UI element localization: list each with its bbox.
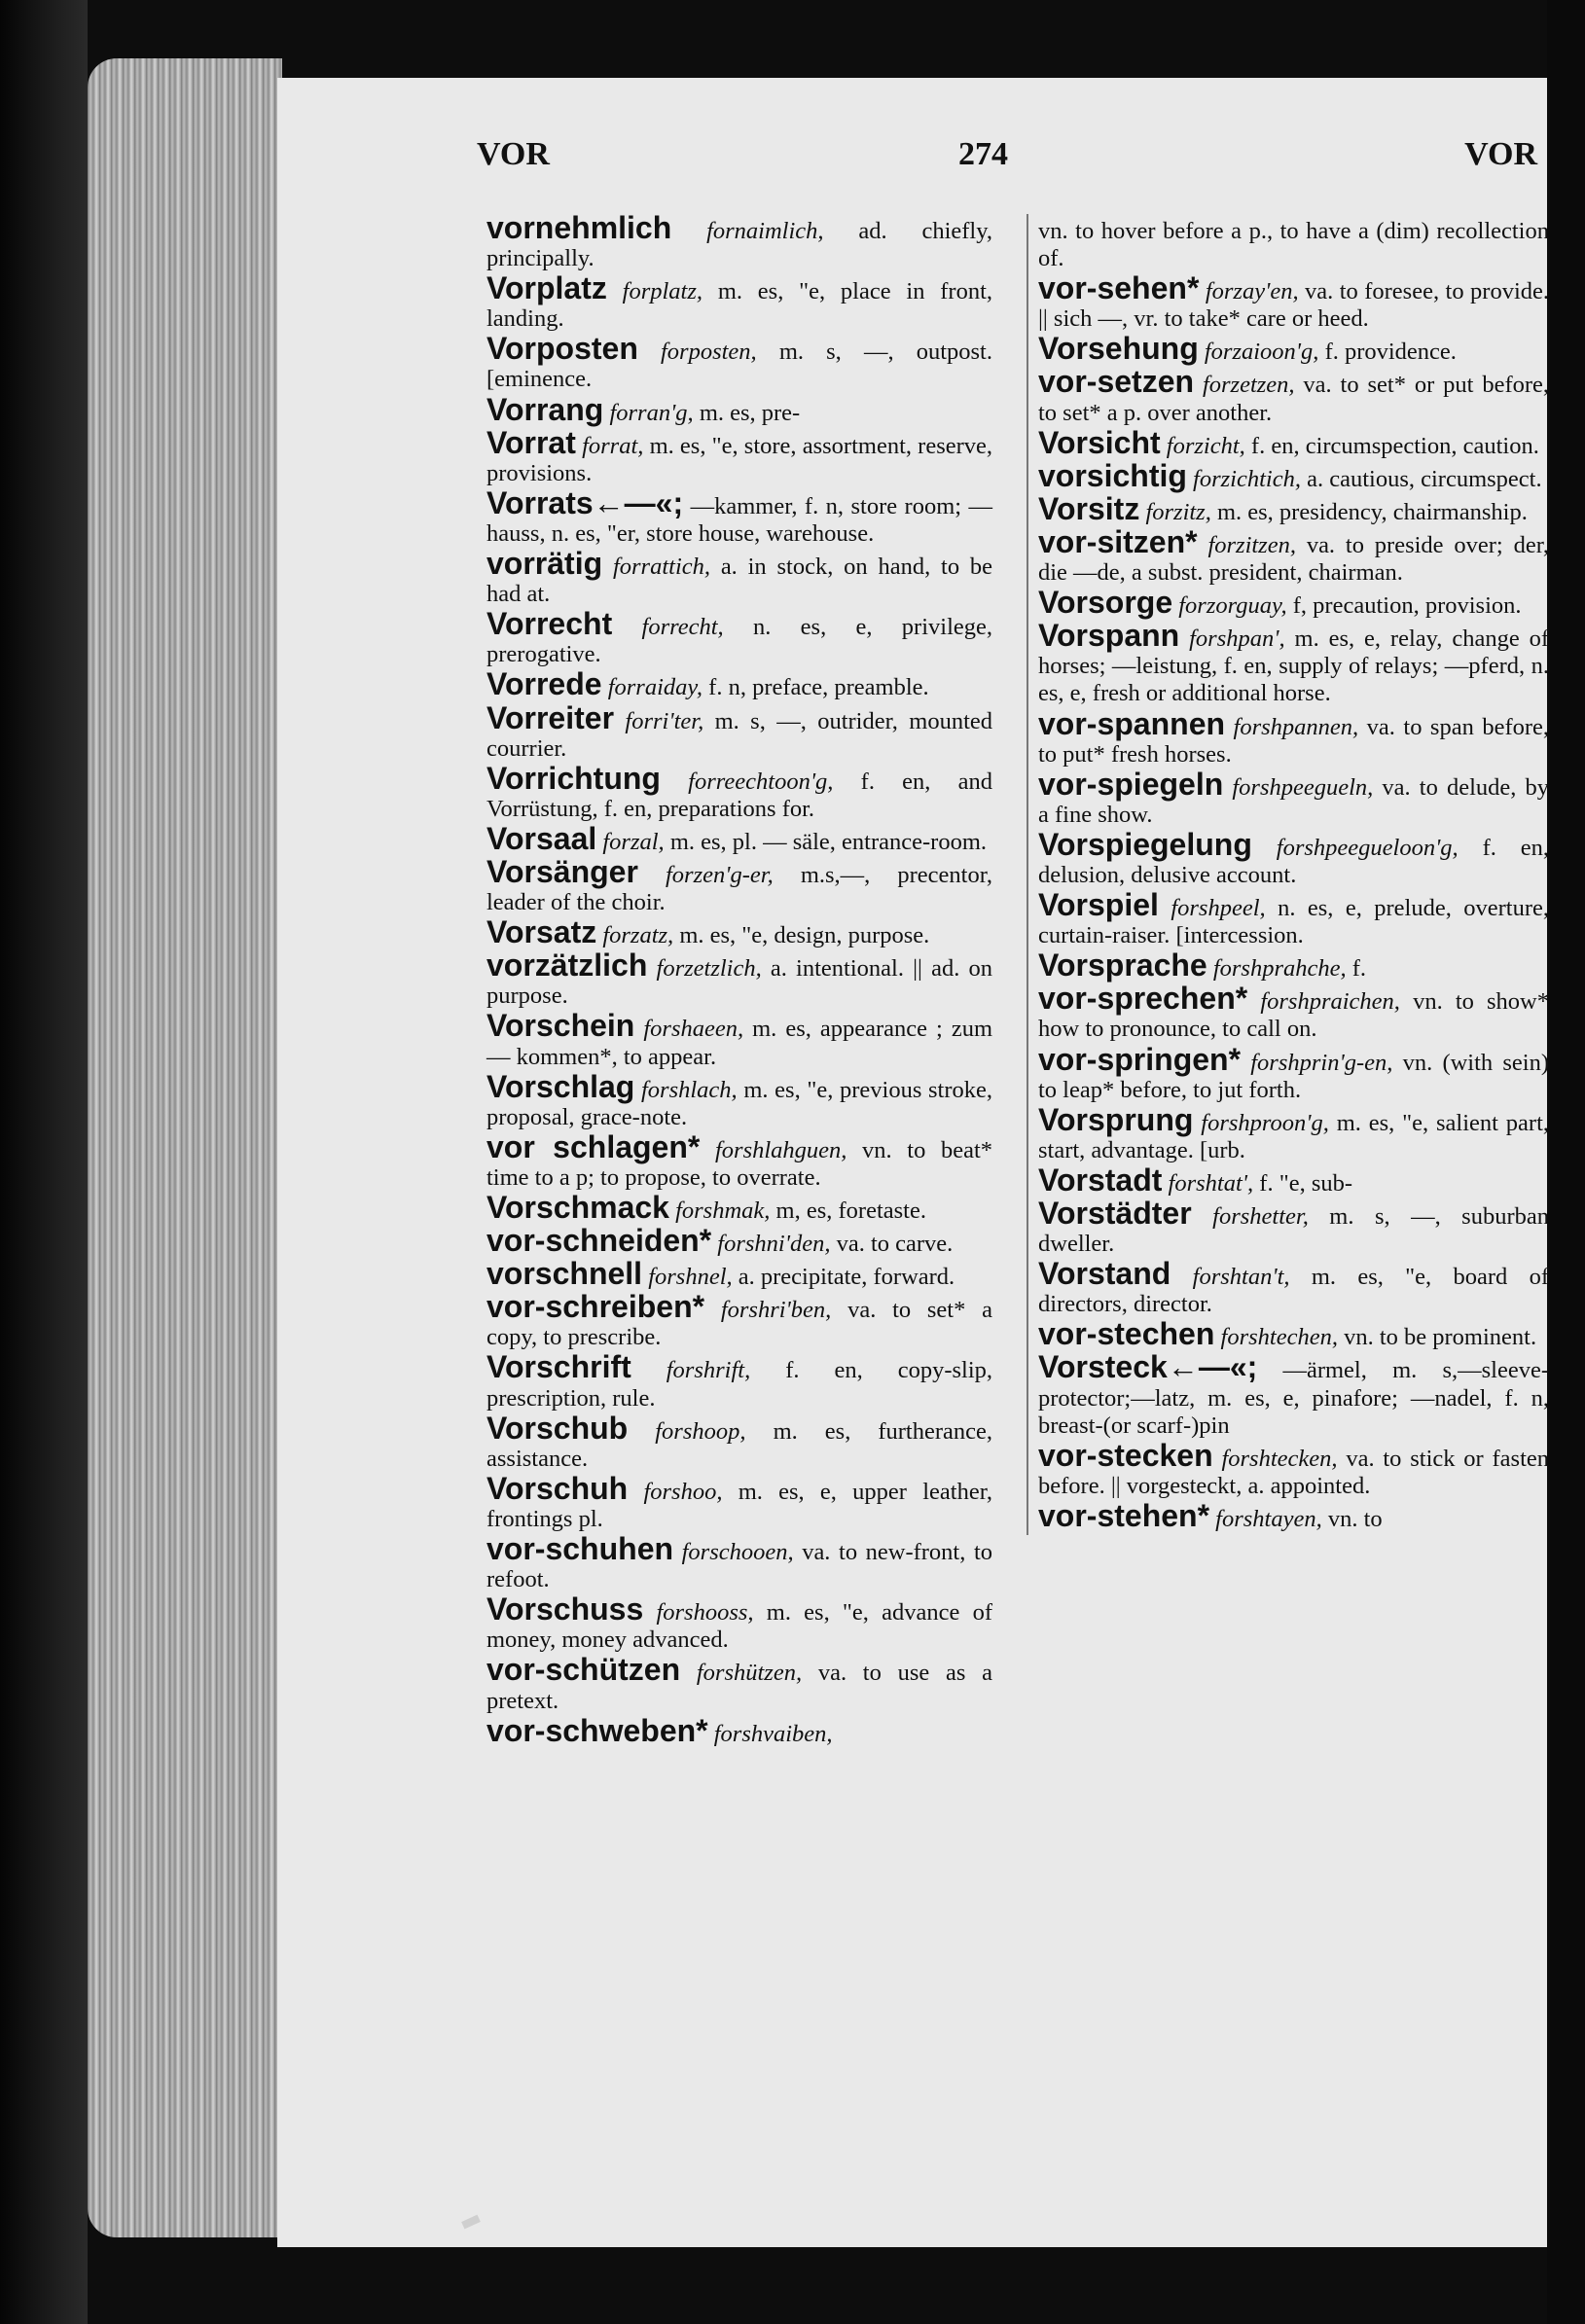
definition: vn. to be prominent.	[1344, 1324, 1537, 1351]
dictionary-entry	[1038, 1349, 1549, 1439]
headword: Vorschein	[486, 1008, 635, 1044]
headword: Vorspann	[1038, 618, 1180, 654]
headword: Vorschmack	[486, 1190, 669, 1225]
page-number: 274	[958, 136, 1008, 172]
definition: m. es, "e, store, assortment, reserve, provisions.	[486, 432, 993, 486]
headword: Vorsorge	[1038, 585, 1173, 621]
headword: Vorposten	[486, 331, 638, 367]
definition: f, precaution, provision.	[1292, 592, 1522, 620]
definition: a. precipitate, forward.	[738, 1264, 955, 1291]
headword: Vorsatz	[486, 914, 597, 950]
headword: vor-spiegeln	[1038, 766, 1224, 802]
dictionary-entry	[1038, 270, 1550, 333]
pronunciation: forzorguay,	[1178, 592, 1287, 620]
definition: m. s, —, outpost. [eminence.	[486, 339, 992, 393]
headword: Vorsehung	[1038, 331, 1199, 367]
pronunciation: forzaioon'g,	[1204, 339, 1319, 366]
definition: f. en, circumspection, caution.	[1250, 432, 1539, 459]
dictionary-entry	[1038, 331, 1549, 367]
pronunciation: forrat,	[582, 432, 644, 459]
pronunciation: fornaimlich,	[706, 218, 824, 244]
dictionary-entry	[1038, 618, 1550, 707]
headword: vor-spannen	[1038, 705, 1226, 741]
pronunciation: forshmak,	[675, 1198, 771, 1224]
pronunciation: forshpan',	[1189, 626, 1285, 653]
headword: vorsichtig	[1038, 457, 1187, 493]
dictionary-entry	[1038, 490, 1549, 526]
dictionary-entry	[1038, 585, 1549, 621]
headword: Vorstadt	[1038, 1162, 1163, 1198]
definition: f.	[1351, 955, 1367, 983]
pronunciation: forshri'ben,	[720, 1297, 832, 1324]
pronunciation: forshvaiben,	[713, 1720, 833, 1747]
pronunciation: forzetzlich,	[656, 955, 762, 983]
headword: Vorsaal	[486, 820, 597, 856]
dictionary-entry	[1038, 364, 1550, 426]
headword: vor-stecken	[1038, 1437, 1213, 1473]
headword: vor schlagen*	[486, 1128, 701, 1164]
dictionary-entry	[486, 914, 992, 950]
pronunciation: forshtan't,	[1192, 1264, 1290, 1291]
definition: m. es, "e, place in front, landing.	[486, 278, 993, 333]
definition: m.s,—, precentor, leader of the choir.	[486, 861, 993, 916]
pronunciation: forshlahguen,	[714, 1136, 847, 1163]
dictionary-entry	[1038, 887, 1550, 949]
definition: va. to set* or put before, to set* a p. over another.	[1038, 372, 1550, 426]
definition: vn. (with sein) to leap* before, to jut forth.	[1038, 1049, 1549, 1103]
pronunciation: forzay'en,	[1205, 278, 1299, 305]
definition: m, es, foretaste.	[775, 1198, 926, 1224]
definition: m. es, furtherance, assistance.	[486, 1417, 993, 1472]
pronunciation: forplatz,	[622, 278, 703, 305]
pronunciation: forzal,	[602, 828, 665, 855]
headword: Vorsitz	[1038, 490, 1140, 526]
headword: Vorspiel	[1038, 887, 1159, 923]
definition: a. in stock, on hand, to be had at.	[486, 554, 993, 608]
dictionary-page	[277, 78, 1550, 2247]
dictionary-entry	[486, 270, 993, 333]
definition: f. en, delusion, delusive account.	[1038, 834, 1549, 888]
definition: m. es, "e, design, purpose.	[679, 922, 930, 949]
definition: a. intentional. || ad. on purpose.	[486, 955, 992, 1010]
definition: f. en, copy-slip, prescription, rule.	[486, 1357, 993, 1412]
definition: vn. to	[1327, 1505, 1383, 1532]
dictionary-entry	[486, 1531, 993, 1593]
pronunciation: forshnel,	[648, 1264, 733, 1291]
pronunciation: forraiday,	[607, 674, 703, 701]
dictionary-entry	[1038, 1497, 1549, 1533]
dictionary-entry	[1038, 705, 1550, 769]
definition: —kammer, f. n, store room; —hauss, n. es, "er, store house, warehouse.	[486, 492, 992, 547]
dictionary-entry	[486, 666, 992, 702]
headword: Vorrang	[486, 391, 604, 427]
dictionary-entry	[486, 331, 992, 393]
headword: Vorschuss	[486, 1591, 644, 1627]
headword: vor-schützen	[486, 1652, 681, 1688]
definition: m. es, "e, advance of money, money advanced.	[486, 1599, 993, 1654]
dictionary-entry	[1038, 1101, 1550, 1164]
definition: va. to set* a copy, to prescribe.	[486, 1297, 993, 1351]
headword: vor-stehen*	[1038, 1497, 1210, 1533]
dictionary-entry	[1038, 1196, 1549, 1258]
definition: va. to delude, by a fine show.	[1038, 773, 1549, 828]
pronunciation: forshpeel,	[1171, 895, 1266, 922]
book-spine-shadow	[0, 0, 88, 2324]
pronunciation: forshützen,	[696, 1660, 803, 1687]
headword: Vorschlag	[486, 1068, 635, 1104]
headword: Vorreiter	[486, 699, 615, 735]
page-header	[277, 136, 1547, 195]
definition: m. es, appearance ; zum — kommen*, to appear.	[486, 1016, 993, 1070]
definition: va. to foresee, to provide. || sich —, vr. to take* care or heed.	[1038, 278, 1550, 333]
definition: m. es, pre-	[699, 399, 801, 426]
pronunciation: forschooen,	[681, 1539, 794, 1566]
definition: m. es, "e, previous stroke, proposal, grace-note.	[486, 1076, 993, 1130]
dictionary-entry	[1038, 424, 1549, 460]
pronunciation: forzatz,	[602, 922, 674, 949]
pronunciation: forshpeegueloon'g,	[1276, 834, 1459, 861]
headword: vor-schweben*	[486, 1712, 708, 1748]
dictionary-entry	[1038, 766, 1549, 829]
dictionary-entry	[1038, 457, 1549, 493]
headword: Vorspiegelung	[1038, 826, 1252, 862]
headword: Vorstädter	[1038, 1196, 1192, 1231]
pronunciation: forshtat',	[1168, 1169, 1254, 1197]
pronunciation: forshtecken,	[1221, 1445, 1338, 1472]
dictionary-entry	[1038, 1162, 1549, 1198]
dictionary-entry	[1038, 947, 1549, 983]
dictionary-entry	[486, 760, 992, 823]
definition: m. es, e, relay, change of horses; —leistung, f. en, supply of relays; —pferd, n. es, e, fresh or additional horse.	[1038, 626, 1550, 707]
headword: Vorrat	[486, 424, 576, 460]
dictionary-entry	[486, 1223, 992, 1259]
headword: Vorstand	[1038, 1256, 1171, 1292]
pronunciation: forshoo,	[643, 1478, 723, 1505]
headword: vor-schneiden*	[486, 1223, 712, 1259]
headword: vorschnell	[486, 1256, 643, 1292]
headword: Vorschub	[486, 1410, 629, 1446]
definition: va. to use as a pretext.	[486, 1660, 993, 1714]
definition: n. es, e, prelude, overture, curtain-raiser. [intercession.	[1038, 895, 1550, 949]
definition: m. s, —, outrider, mounted courrier.	[486, 707, 993, 762]
dictionary-entry	[486, 1349, 993, 1412]
dictionary-entry	[486, 947, 992, 1010]
headword: vor-sprechen*	[1038, 981, 1248, 1017]
dictionary-entry	[1038, 1041, 1549, 1104]
right-background	[1547, 0, 1585, 2324]
pronunciation: forshpannen,	[1233, 713, 1359, 740]
column-left	[486, 210, 993, 1750]
dictionary-entry	[486, 391, 992, 427]
right-guide-word: VOR	[1464, 136, 1537, 172]
dictionary-entry	[486, 1289, 993, 1351]
definition: ad. chiefly, principally.	[486, 218, 993, 272]
pronunciation: forzitz,	[1145, 498, 1211, 525]
pronunciation: forshpraichen,	[1260, 988, 1400, 1016]
headword: vor-schreiben*	[486, 1289, 705, 1325]
dictionary-entry	[486, 1470, 992, 1533]
dictionary-entry	[486, 1256, 992, 1292]
dictionary-entry	[486, 1410, 993, 1473]
headword: vor-stechen	[1038, 1316, 1215, 1352]
pronunciation: forshaeen,	[643, 1016, 744, 1043]
left-guide-word: VOR	[477, 136, 550, 172]
definition: f. "e, sub-	[1259, 1169, 1353, 1197]
headword: vor-springen*	[1038, 1041, 1242, 1077]
headword: Vorsprung	[1038, 1101, 1194, 1137]
dictionary-entry	[486, 853, 993, 916]
dictionary-entry	[1038, 981, 1549, 1043]
dictionary-entry	[486, 1712, 992, 1748]
pronunciation: forrattich,	[612, 554, 710, 581]
headword: vorzätzlich	[486, 947, 648, 983]
dictionary-entry	[486, 606, 993, 668]
headword: Vorrichtung	[486, 760, 661, 796]
definition: m. s, —, suburban dweller.	[1038, 1203, 1549, 1258]
headword: vor-sitzen*	[1038, 523, 1198, 559]
dictionary-entry	[486, 484, 992, 548]
definition: f. en, and Vorrüstung, f. en, preparations for.	[486, 768, 992, 822]
dictionary-entry	[1038, 1316, 1549, 1352]
headword: vorrätig	[486, 546, 603, 582]
headword: Vorrecht	[486, 606, 613, 642]
dictionary-entry	[486, 1652, 993, 1714]
definition: f. n, preface, preamble.	[708, 674, 929, 701]
pronunciation: forreechtoon'g,	[688, 768, 834, 795]
headword: Vorsteck←—«;	[1038, 1349, 1258, 1385]
headword: Vorrede	[486, 666, 602, 702]
pronunciation: forshlach,	[641, 1076, 738, 1103]
pronunciation: forshprin'g-en,	[1250, 1049, 1393, 1076]
definition: va. to stick or fasten before. || vorgesteckt, a. appointed.	[1038, 1445, 1550, 1499]
definition: va. to span before, to put* fresh horses.	[1038, 713, 1550, 768]
dictionary-entry	[486, 1591, 993, 1654]
headword: vor-setzen	[1038, 364, 1195, 400]
dictionary-entry	[486, 210, 993, 272]
definition: n. es, e, privilege, prerogative.	[486, 614, 993, 668]
dictionary-entry	[486, 1008, 993, 1070]
headword: Vorsicht	[1038, 424, 1161, 460]
definition: f. providence.	[1324, 339, 1457, 366]
column-right	[1027, 214, 1549, 1535]
dictionary-entry	[486, 1190, 992, 1225]
definition: m. es, e, upper leather, frontings pl.	[486, 1478, 992, 1532]
definition: va. to new-front, to refoot.	[486, 1539, 993, 1593]
definition: a. cautious, circumspect.	[1307, 465, 1542, 492]
pronunciation: forshpeegueln,	[1232, 773, 1374, 801]
pronunciation: forshrift,	[666, 1357, 751, 1384]
pronunciation: forrecht,	[641, 614, 724, 641]
dictionary-entry	[486, 546, 993, 608]
headword: vornehmlich	[486, 210, 672, 245]
definition: m. es, presidency, chairmanship.	[1216, 498, 1528, 525]
pronunciation: forran'g,	[609, 399, 694, 426]
dictionary-entry	[1038, 1437, 1550, 1500]
headword: Vorrats←—«;	[486, 484, 684, 520]
pronunciation: forshprahche,	[1212, 955, 1347, 983]
definition: va. to carve.	[836, 1231, 954, 1258]
dictionary-entry	[486, 424, 993, 487]
dictionary-entry	[486, 1068, 993, 1131]
pronunciation: forzicht,	[1166, 432, 1245, 459]
pronunciation: forshoop,	[655, 1417, 746, 1445]
pronunciation: forri'ter,	[625, 707, 704, 734]
pronunciation: forshproon'g,	[1201, 1109, 1329, 1136]
pronunciation: forshooss,	[656, 1599, 754, 1627]
definition: va. to preside over; der, die —de, a subst. president, chairman.	[1038, 531, 1549, 587]
definition: vn. to show* how to pronounce, to call on.	[1038, 988, 1549, 1043]
definition: —ärmel, m. s,—sleeve-protector;—latz, m. es, e, pinafore; —nadel, f. n, breast-(or scarf-)pin	[1038, 1357, 1549, 1439]
pronunciation: forshetter,	[1212, 1203, 1309, 1230]
headword: vor-sehen*	[1038, 270, 1200, 306]
definition: m. es, "e, board of directors, director.	[1038, 1264, 1550, 1318]
headword: Vorschuh	[486, 1470, 629, 1506]
definition: vn. to beat* time to a p; to propose, to overrate.	[486, 1136, 993, 1191]
pronunciation: forshtayen,	[1215, 1505, 1322, 1532]
dictionary-entry	[486, 699, 993, 763]
dictionary-entry	[486, 820, 992, 856]
headword: Vorschrift	[486, 1349, 631, 1385]
headword: Vorsänger	[486, 853, 638, 889]
pronunciation: forposten,	[661, 339, 757, 366]
headword: vor-schuhen	[486, 1531, 674, 1567]
pronunciation: forzetzen,	[1202, 372, 1295, 399]
dictionary-entry	[1038, 214, 1549, 272]
dictionary-entry	[1038, 826, 1549, 889]
pronunciation: forzen'g-er,	[666, 861, 774, 888]
pronunciation: forshni'den,	[717, 1231, 831, 1258]
page-edges	[88, 58, 282, 2237]
dictionary-entry	[1038, 523, 1549, 587]
pronunciation: forshtechen,	[1220, 1324, 1338, 1351]
definition: m. es, "e, salient part, start, advantage. [urb.	[1038, 1109, 1550, 1163]
headword: Vorplatz	[486, 270, 607, 306]
definition: vn. to hover before a p., to have a (dim) recollection of.	[1038, 218, 1549, 272]
dictionary-entry	[1038, 1256, 1550, 1318]
dictionary-entry	[486, 1128, 993, 1192]
pronunciation: forzitzen,	[1207, 531, 1296, 558]
pronunciation: forzichtich,	[1193, 465, 1301, 492]
definition: m. es, pl. — säle, entrance-room.	[669, 828, 988, 855]
headword: Vorsprache	[1038, 947, 1207, 983]
